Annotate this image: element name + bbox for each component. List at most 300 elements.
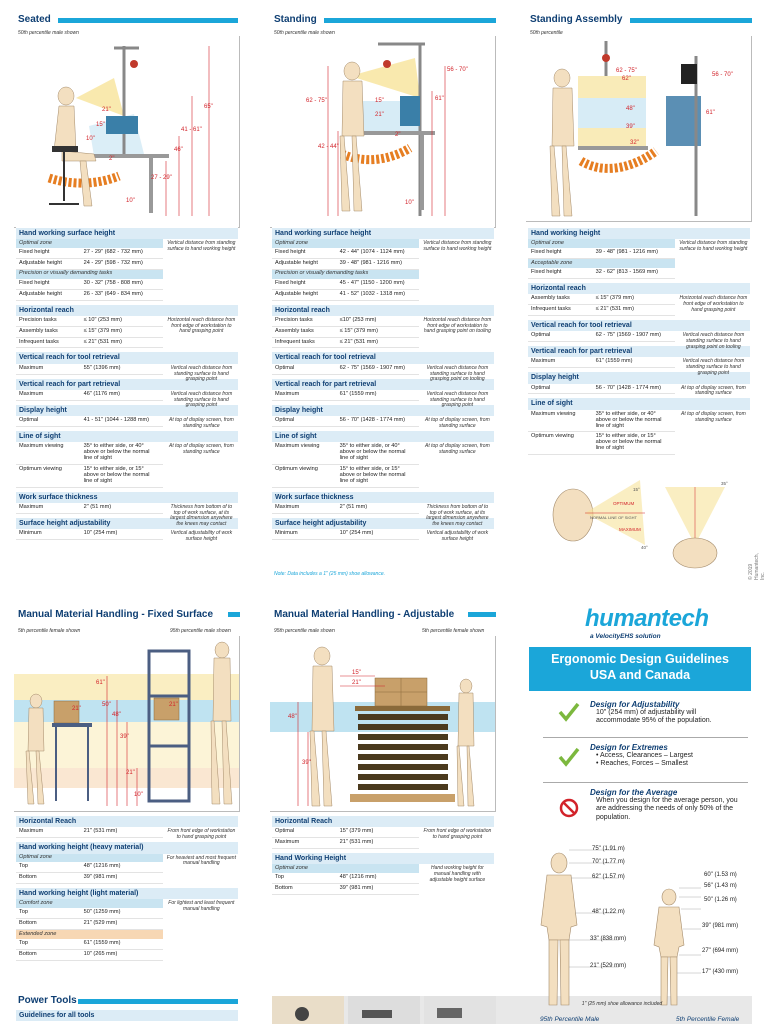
table-section <box>528 294 750 316</box>
row-note: Thickness from bottom of to top of work surface, at its largest dimension anywhere the knees may contact <box>426 503 489 528</box>
table-section-heading: Vertical reach for tool retrieval <box>272 351 494 363</box>
table-row <box>528 305 675 316</box>
row-key: Minimum <box>275 530 298 537</box>
table-section-heading: Hand Working Height <box>272 852 494 864</box>
zone-label: Comfort zone <box>16 899 163 908</box>
table-row <box>16 873 163 884</box>
table-row <box>16 338 163 349</box>
mmh-fixed-sub-left: 5th percentile female shown <box>18 628 81 634</box>
table-row <box>16 939 163 950</box>
row-key: Maximum <box>275 503 300 510</box>
table-row <box>16 465 163 488</box>
row-note: At top of display screen, from standing surface <box>680 384 746 397</box>
row-note: Horizontal reach distance from front edge of workstation to hand grasping point <box>679 295 748 313</box>
divider <box>543 737 748 738</box>
row-key: Adjustable height <box>19 260 62 267</box>
row-value: 35° to either side, or 40° above or below the normal line of sight <box>595 410 662 429</box>
row-note: At top of display screen, from standing surface <box>168 443 234 456</box>
row-key: Bottom <box>19 950 37 957</box>
power-tools-title: Power Tools <box>18 995 77 1006</box>
table-section-heading: Surface height adjustability <box>272 517 494 529</box>
row-value: 55" (1396 mm) <box>83 364 121 371</box>
row-key: Maximum <box>275 839 300 846</box>
guideline-title: Design for Adjustability <box>590 700 680 709</box>
row-key: Optimal <box>531 384 551 391</box>
standing-fig-label: 2" <box>395 132 401 138</box>
row-key: Maximum <box>19 390 44 397</box>
table-section <box>272 827 494 849</box>
row-note: Thickness from bottom of to top of work surface, at its largest dimension anywhere the knees may contact <box>170 503 233 528</box>
mmh-adj-sub-right: 5th percentile female shown <box>422 628 485 634</box>
table-row <box>272 838 419 849</box>
table-section <box>272 390 494 409</box>
table-row <box>272 390 419 401</box>
assembly-fig-label: 56 - 70" <box>712 72 733 78</box>
table-section <box>528 239 750 278</box>
row-value: 26 - 33" (649 - 834 mm) <box>83 290 143 297</box>
guideline-title: Design for the Average <box>590 788 678 797</box>
table-section <box>16 316 238 349</box>
table-section <box>272 416 494 427</box>
zone-label: Extended zone <box>16 930 163 939</box>
guideline-text: 10" (254 mm) of adjustability will accommodate 95% of the population. <box>596 709 712 725</box>
mmh-adj-fig-label: 39" <box>302 760 311 766</box>
table-section <box>272 864 494 895</box>
table-row <box>272 873 419 884</box>
assembly-fig-label: 32" <box>630 140 639 146</box>
row-key: Infrequent tasks <box>19 338 59 345</box>
row-value: 39 - 48" (981 - 1216 mm) <box>339 260 402 267</box>
table-section-heading: Vertical reach for tool retrieval <box>16 351 238 363</box>
table-row <box>16 279 163 290</box>
row-key: Optimal <box>19 417 39 424</box>
table-row <box>16 416 163 427</box>
row-note: Vertical distance from standing surface to hand working height <box>423 240 492 253</box>
table-row <box>272 442 419 465</box>
table-row <box>272 884 419 895</box>
table-section <box>528 384 750 395</box>
banner-line2: USA and Canada <box>589 667 691 682</box>
assembly-fig-label: 39" <box>626 124 635 130</box>
table-row <box>16 862 163 873</box>
row-key: Maximum <box>19 503 44 510</box>
table-row <box>528 384 675 395</box>
male-height-label: 75" (1.91 m) <box>592 846 625 852</box>
table-row <box>272 290 419 301</box>
seated-fig-label: 46" <box>174 147 183 153</box>
male-height-label: 33" (838 mm) <box>590 936 627 942</box>
row-value: 50" (1259 mm) <box>83 909 121 916</box>
sight-label: 40° <box>641 545 648 550</box>
table-section <box>16 827 238 841</box>
shoe-note: 1" (25 mm) shoe allowance included <box>581 1001 663 1007</box>
table-section <box>272 239 494 300</box>
assembly-title: Standing Assembly <box>530 14 623 25</box>
table-row <box>16 364 163 375</box>
assembly-fig-label: 61" <box>706 110 715 116</box>
table-section <box>272 442 494 487</box>
table-row <box>272 827 419 838</box>
male-height-label: 62" (1.57 m) <box>592 874 625 880</box>
female-height-label: 56" (1.43 m) <box>704 883 737 889</box>
standing-fig-label: 15" <box>375 98 384 104</box>
row-key: Infrequent tasks <box>275 338 315 345</box>
assembly-figure <box>526 36 752 222</box>
mmh-adj-fig-label: 48" <box>288 714 297 720</box>
row-value: 35° to either side, or 40° above or below the normal line of sight <box>339 443 406 462</box>
mmh-fixed-fig-label: 21" <box>169 702 178 708</box>
bullet-text: Reaches, Forces – Smallest <box>600 760 688 768</box>
standing-footnote: Note: Data includes a 1" (25 mm) shoe allowance. <box>274 571 385 577</box>
row-value: 61" (1559 mm) <box>83 939 121 946</box>
mmh-adj-figure <box>270 636 496 812</box>
bullet-text: Access, Clearances – Largest <box>600 752 694 759</box>
row-value: 41 - 51" (1044 - 1288 mm) <box>83 417 150 424</box>
row-value: 62 - 75" (1569 - 1907 mm) <box>339 364 406 371</box>
row-value: 46" (1176 mm) <box>83 390 121 397</box>
row-value: 2" (51 mm) <box>83 503 112 510</box>
zone-label: Precision or visually demanding tasks <box>16 270 163 279</box>
zone-label: Optimal zone <box>528 239 675 248</box>
row-key: Top <box>19 863 29 870</box>
assembly-title-bar <box>630 18 752 23</box>
row-key: Maximum viewing <box>275 443 320 450</box>
row-value: ≤ 15" (379 mm) <box>339 327 378 334</box>
table-section-heading: Hand working height (heavy material) <box>16 841 238 853</box>
row-value: 21" (529 mm) <box>83 920 118 927</box>
row-value: 10" (254 mm) <box>339 530 374 537</box>
row-value: 45 - 47" (1150 - 1200 mm) <box>339 279 405 286</box>
table-section-heading: Hand working surface height <box>272 227 494 239</box>
standing-fig-label: 10" <box>405 200 414 206</box>
row-key: Adjustable height <box>275 290 318 297</box>
row-value: 39" (981 mm) <box>339 885 374 892</box>
table-section-heading: Line of sight <box>272 430 494 442</box>
table-row <box>16 919 163 930</box>
female-height-label: 27" (694 mm) <box>702 948 739 954</box>
table-row <box>16 442 163 465</box>
table-section-heading: Work surface thickness <box>272 491 494 503</box>
row-value: ≤ 15" (379 mm) <box>595 295 634 302</box>
standing-title-bar <box>324 18 496 23</box>
table-section <box>528 331 750 350</box>
sight-label: 15° <box>633 487 640 492</box>
table-section <box>16 529 238 540</box>
guideline-text: When you design for the average person, you are addressing the needs of only 50% of the population. <box>596 797 738 821</box>
row-key: Top <box>19 939 29 946</box>
assembly-table <box>528 224 750 455</box>
row-note: Hand working height for manual handling with adjustable height surface <box>429 865 486 883</box>
assembly-fig-label: 48" <box>626 106 635 112</box>
row-note: Vertical reach distance from standing surface to hand grasping point <box>426 390 489 409</box>
table-row <box>16 827 163 838</box>
table-section <box>16 364 238 383</box>
row-value: ≤10" (253 mm) <box>339 316 377 323</box>
table-row <box>16 327 163 338</box>
row-key: Fixed height <box>531 268 562 275</box>
female-height-label: 50" (1.26 m) <box>704 897 737 903</box>
table-row <box>272 259 419 270</box>
male-figure <box>541 853 577 1005</box>
row-key: Assembly tasks <box>19 327 58 334</box>
row-key: Precision tasks <box>19 316 57 323</box>
row-value: 27 - 29" (682 - 732 mm) <box>83 249 143 256</box>
table-section <box>16 390 238 409</box>
row-key: Bottom <box>19 920 37 927</box>
row-note: From front edge of workstation to hand grasping point <box>423 828 492 841</box>
row-value: 10" (265 mm) <box>83 950 118 957</box>
line-of-sight-diagram <box>545 475 735 570</box>
row-note: For lightest and least frequent manual handling <box>168 900 235 913</box>
row-value: 15" (379 mm) <box>339 828 374 835</box>
brand-tagline: a VelocityEHS solution <box>590 633 661 640</box>
table-section <box>16 416 238 427</box>
copyright: © 2019 Humantech, Inc. <box>748 553 766 580</box>
assembly-fig-label: 62" <box>622 76 631 82</box>
table-section <box>528 357 750 376</box>
table-section-heading: Horizontal Reach <box>16 815 238 827</box>
seated-title-bar <box>58 18 238 23</box>
zone-label: Optimal zone <box>272 864 419 873</box>
guideline-average <box>543 788 748 822</box>
row-key: Precision tasks <box>275 316 313 323</box>
table-section <box>272 316 494 349</box>
row-key: Adjustable height <box>275 260 318 267</box>
male-caption: 95th Percentile Male <box>540 1016 600 1023</box>
table-section-heading: Display height <box>272 404 494 416</box>
table-row <box>528 248 675 259</box>
table-section <box>272 364 494 383</box>
row-key: Top <box>19 909 29 916</box>
table-row <box>272 338 419 349</box>
table-section-heading: Display height <box>16 404 238 416</box>
seated-fig-label: 2" <box>109 156 115 162</box>
sight-label: 35° <box>721 481 728 486</box>
row-note: At top of display screen, from standing surface <box>424 417 490 429</box>
divider <box>543 782 748 783</box>
standing-title: Standing <box>274 14 317 25</box>
banner-line1: Ergonomic Design Guidelines <box>551 652 729 666</box>
standing-fig-label: 42 - 44" <box>318 144 339 150</box>
row-note: Vertical reach distance from standing surface to hand grasping point on tooling <box>426 364 489 383</box>
standing-fig-label: 21" <box>375 112 384 118</box>
row-value: 61" (1559 mm) <box>595 358 633 365</box>
mmh-fixed-fig-label: 10" <box>134 792 143 798</box>
row-note: From front edge of workstation to hand grasping point <box>167 828 236 841</box>
row-key: Fixed height <box>19 279 50 286</box>
row-note: Vertical adjustability of work surface height <box>170 530 233 542</box>
table-row <box>272 416 419 427</box>
row-key: Minimum <box>19 530 42 537</box>
female-height-label: 60" (1.53 m) <box>704 872 737 878</box>
seated-fig-label: 10" <box>86 136 95 142</box>
zone-label: Precision or visually demanding tasks <box>272 270 419 279</box>
table-section-heading: Horizontal reach <box>272 304 494 316</box>
row-note: Vertical reach distance from standing surface to hand grasping point <box>170 390 233 409</box>
table-section-heading: Hand working height <box>528 227 750 239</box>
row-value: 56 - 70" (1428 - 1774 mm) <box>595 384 662 391</box>
table-row <box>528 294 675 305</box>
seated-fig-label: 21" <box>102 107 111 113</box>
row-value: 15° to either side, or 15° above or below the normal line of sight <box>83 465 150 484</box>
assembly-fig-label: 62 - 75" <box>616 68 637 74</box>
mmh-adj-table <box>272 812 494 895</box>
table-section <box>16 239 238 300</box>
row-note: Vertical reach distance from standing surface to hand grasping point <box>682 358 745 376</box>
standing-fig-label: 61" <box>435 96 444 102</box>
row-note: Vertical reach distance from standing surface to hand grasping point <box>170 364 233 383</box>
table-section-heading: Line of sight <box>16 430 238 442</box>
row-key: Top <box>275 874 285 881</box>
row-key: Optimal <box>531 332 551 339</box>
guideline-bullet: • Access, Clearances – Largest <box>596 752 694 759</box>
row-value: 39" (981 mm) <box>83 874 118 881</box>
table-section-heading: Hand working surface height <box>16 227 238 239</box>
table-row <box>528 357 675 368</box>
female-figure <box>654 889 684 1005</box>
mmh-fixed-title: Manual Material Handling - Fixed Surface <box>18 609 214 620</box>
female-height-label: 17" (430 mm) <box>702 969 739 975</box>
row-value: 30 - 32" (758 - 808 mm) <box>83 279 143 286</box>
seated-fig-label: 10" <box>126 198 135 204</box>
row-key: Fixed height <box>531 249 562 256</box>
row-value: 42 - 44" (1074 - 1124 mm) <box>339 249 405 256</box>
mmh-adj-bar <box>468 612 496 617</box>
row-value: 48" (1216 mm) <box>339 874 377 881</box>
row-key: Bottom <box>19 874 37 881</box>
row-value: 35° to either side, or 40° above or below the normal line of sight <box>83 443 150 462</box>
mmh-fixed-fig-label: 48" <box>112 712 121 718</box>
brand-logo: humantech <box>585 605 709 632</box>
row-value: 15° to either side, or 15° above or below the normal line of sight <box>595 433 662 452</box>
guideline-title: Design for Extremes <box>590 743 668 752</box>
table-row <box>16 503 163 514</box>
row-key: Fixed height <box>275 249 306 256</box>
seated-title: Seated <box>18 14 51 25</box>
guideline-adjustability <box>543 700 748 726</box>
row-value: 2" (51 mm) <box>339 503 368 510</box>
row-key: Bottom <box>275 885 293 892</box>
row-note: At top of display screen, from standing surface <box>680 410 746 423</box>
table-row <box>16 290 163 301</box>
row-value: 56 - 70" (1428 - 1774 mm) <box>339 417 406 424</box>
seated-subtitle: 50th percentile male shown <box>18 30 79 36</box>
power-tools-heading: Guidelines for all tools <box>16 1010 238 1021</box>
mmh-fixed-fig-label: 21" <box>126 770 135 776</box>
table-row <box>16 390 163 401</box>
row-value: ≤ 21" (531 mm) <box>339 338 378 345</box>
row-value: 24 - 29" (598 - 732 mm) <box>83 260 143 267</box>
mmh-adj-fig-label: 15" <box>352 670 361 676</box>
sight-label: NORMAL LINE OF SIGHT <box>590 515 637 520</box>
zone-label: Acceptable zone <box>528 259 675 268</box>
row-key: Optimal <box>275 828 295 835</box>
table-section-heading: Vertical reach for part retrieval <box>16 378 238 390</box>
table-section-heading: Vertical reach for part retrieval <box>528 345 750 357</box>
mmh-fixed-sub-right: 95th percentile male shown <box>170 628 231 634</box>
table-row <box>272 364 419 375</box>
mmh-fixed-fig-label: 39" <box>120 734 129 740</box>
table-row <box>16 529 163 540</box>
row-value: 39 - 48" (981 - 1216 mm) <box>595 249 658 256</box>
row-key: Maximum <box>531 358 556 365</box>
table-section-heading: Vertical reach for part retrieval <box>272 378 494 390</box>
row-note: For heaviest and most frequent manual handling <box>166 854 236 867</box>
row-key: Optimal <box>275 417 295 424</box>
table-row <box>272 248 419 259</box>
seated-fig-label: 15" <box>96 122 105 128</box>
row-key: Optimum viewing <box>19 465 62 472</box>
table-row <box>528 432 675 455</box>
check-icon <box>558 747 580 767</box>
zone-label: Optimal zone <box>16 854 163 863</box>
seated-table <box>16 224 238 540</box>
mmh-fixed-figure <box>14 636 240 812</box>
row-key: Maximum viewing <box>19 443 64 450</box>
zone-label: Optimal zone <box>16 239 163 248</box>
table-row <box>528 331 675 342</box>
table-row <box>16 908 163 919</box>
sight-label: MAXIMUM <box>619 527 641 532</box>
table-section <box>16 854 238 885</box>
male-height-label: 70" (1.77 m) <box>592 859 625 865</box>
assembly-subtitle: 50th percentile <box>530 30 563 36</box>
row-value: 15° to either side, or 15° above or below the normal line of sight <box>339 465 406 484</box>
row-key: Maximum <box>19 828 44 835</box>
table-section-heading: Horizontal reach <box>528 282 750 294</box>
table-section <box>16 442 238 487</box>
female-height-label: 39" (981 mm) <box>702 923 739 929</box>
table-section-heading: Horizontal reach <box>16 304 238 316</box>
table-section-heading: Horizontal Reach <box>272 815 494 827</box>
height-figures <box>529 845 751 1017</box>
sight-label: OPTIMUM <box>613 501 635 506</box>
row-note: Vertical adjustability of work surface height <box>426 530 489 542</box>
row-key: Adjustable height <box>19 290 62 297</box>
check-icon <box>558 702 580 722</box>
row-value: 62 - 75" (1569 - 1907 mm) <box>595 332 662 339</box>
row-value: ≤ 15" (379 mm) <box>83 327 122 334</box>
standing-figure <box>270 36 496 228</box>
mmh-adj-title: Manual Material Handling - Adjustable <box>274 609 455 620</box>
guidelines-banner <box>529 647 751 691</box>
table-row <box>272 529 419 540</box>
table-section-heading: Line of sight <box>528 397 750 409</box>
row-key: Fixed height <box>19 249 50 256</box>
table-section-heading: Work surface thickness <box>16 491 238 503</box>
row-note: Vertical reach distance from standing surface to hand grasping point on tooling <box>682 332 745 350</box>
male-height-label: 21" (529 mm) <box>590 963 627 969</box>
row-value: 21" (531 mm) <box>83 828 118 835</box>
standing-fig-label: 62 - 75" <box>306 98 327 104</box>
row-key: Infrequent tasks <box>531 305 571 312</box>
row-key: Optimum viewing <box>531 433 574 440</box>
seated-fig-label: 65" <box>204 104 213 110</box>
mmh-fixed-fig-label: 61" <box>96 680 105 686</box>
table-row <box>16 248 163 259</box>
row-value: ≤ 21" (531 mm) <box>83 338 122 345</box>
table-section-heading: Vertical reach for tool retrieval <box>528 319 750 331</box>
mmh-adj-fig-label: 21" <box>352 680 361 686</box>
female-caption: 5th Percentile Female <box>676 1016 740 1023</box>
table-section <box>272 529 494 540</box>
row-note: Horizontal reach distance from front edge of workstation to hand grasping point <box>167 316 236 335</box>
guideline-extremes <box>543 743 748 769</box>
row-key: Assembly tasks <box>531 295 570 302</box>
table-row <box>16 259 163 270</box>
row-key: Maximum viewing <box>531 410 576 417</box>
seated-fig-label: 41 - 61" <box>181 127 202 133</box>
